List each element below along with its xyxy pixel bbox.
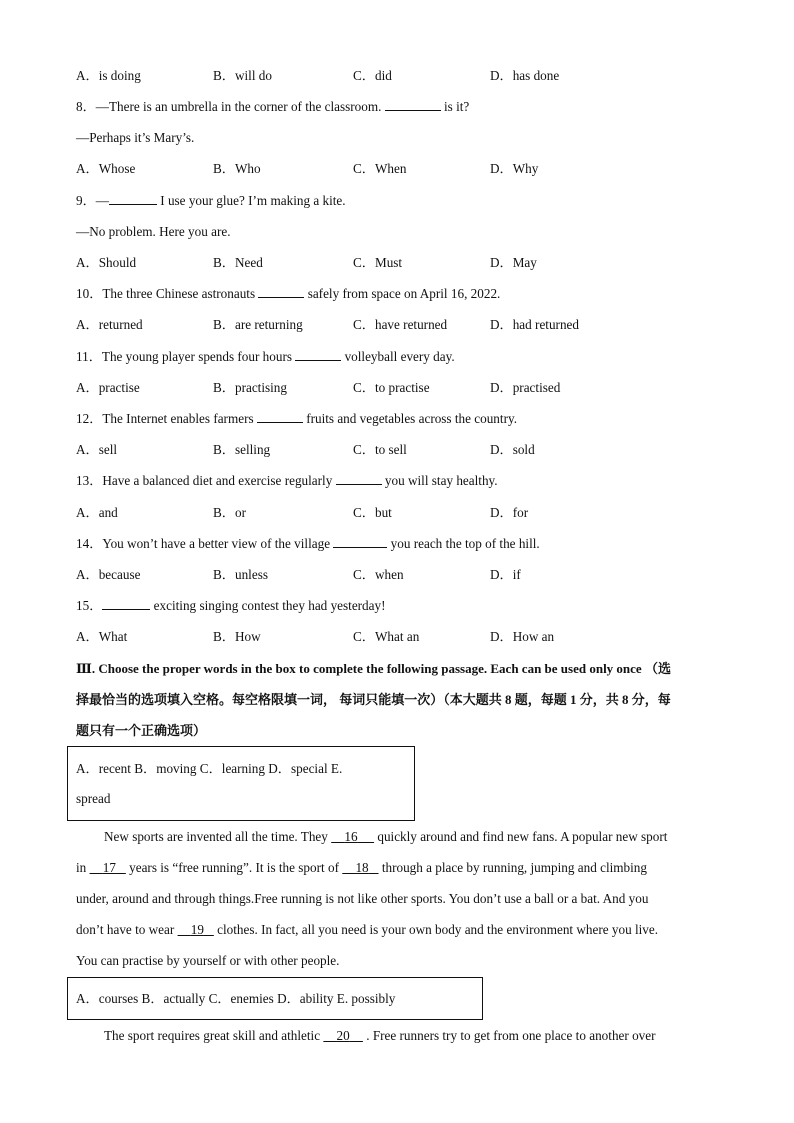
q12-prefix: 12．The Internet enables farmers (76, 411, 254, 426)
q15-option-b: B．How (213, 629, 261, 644)
q13-option-a: A．and (76, 505, 118, 520)
q14-blank (333, 535, 387, 548)
section-3-heading-line3: 题只有一个正确选项） (76, 723, 207, 738)
q12-blank (257, 410, 303, 423)
question-9 (76, 192, 346, 210)
passage-2-line1 (104, 1027, 656, 1045)
q15-suffix: exciting singing contest they had yesterday! (150, 598, 386, 613)
q12-option-b: B．selling (213, 442, 271, 457)
q9-blank (109, 192, 157, 205)
passage-1-line2 (76, 859, 647, 877)
q11-blank (295, 348, 341, 361)
q15-option-d: D．How an (490, 629, 555, 644)
q10-option-b: B．are returning (213, 317, 303, 332)
q9-suffix: I use your glue? I’m making a kite. (156, 193, 346, 208)
passage-1-text: don’t have to wear (76, 922, 178, 937)
q9-option-c: C．Must (353, 255, 403, 270)
passage-2-text: . Free runners try to get from one place to another over (362, 1028, 656, 1043)
q8-option-c: C．When (353, 161, 407, 176)
q13-option-c: C．but (353, 505, 392, 520)
q14-option-c: C．when (353, 567, 404, 582)
passage-1-text: clothes. In fact, all you need is your own body and the environment where you live. (213, 922, 659, 937)
q12-option-a: A．sell (76, 442, 118, 457)
q12-suffix: fruits and vegetables across the country. (302, 411, 517, 426)
q7-option-c: C．did (353, 68, 392, 83)
question-12 (76, 410, 517, 428)
blank-19: 19 (190, 922, 204, 937)
q12-option-c: C．to sell (353, 442, 407, 457)
question-10 (76, 285, 500, 303)
q9-option-d: D．May (490, 255, 537, 270)
q14-suffix: you reach the top of the hill. (387, 536, 540, 551)
q11-option-c: C．to practise (353, 380, 430, 395)
passage-1-line3: under, around and through things.Free running is not like other sports. You don’t use a ball or a bat. And you (76, 891, 649, 906)
q14-prefix: 14．You won’t have a better view of the village (76, 536, 331, 551)
passage-1-text: years is “free running”. It is the sport of (125, 860, 343, 875)
question-14 (76, 535, 540, 553)
q8-option-a: A．Whose (76, 161, 136, 176)
q8-option-b: B．Who (213, 161, 261, 176)
q14-option-a: A．because (76, 567, 141, 582)
word-box-1 (67, 746, 415, 821)
blank-17: 17 (102, 860, 116, 875)
word-box-1-line2: spread (76, 791, 111, 806)
q8-option-d: D．Why (490, 161, 539, 176)
q15-option-a: A．What (76, 629, 128, 644)
word-box-2-line1: A．courses B．actually C．enemies D．ability E. possibly (76, 991, 396, 1006)
question-13 (76, 472, 498, 490)
q8-reply: —Perhaps it’s Mary’s. (76, 130, 195, 145)
q12-option-d: D．sold (490, 442, 535, 457)
section-3-heading-line2: 择最恰当的选项填入空格。每空格限填一词， 每词只能填一次）（本大题共 8 题，每题 1 分，共 8 分，每 (76, 692, 671, 707)
q8-blank (385, 98, 441, 111)
q15-prefix: 15． (76, 598, 103, 613)
q11-prefix: 11．The young player spends four hours (76, 349, 292, 364)
q10-prefix: 10．The three Chinese astronauts (76, 286, 256, 301)
q10-option-a: A．returned (76, 317, 143, 332)
q15-blank (102, 597, 150, 610)
q13-blank (336, 472, 382, 485)
q11-option-b: B．practising (213, 380, 287, 395)
q14-option-d: D．if (490, 567, 521, 582)
passage-1-text: through a place by running, jumping and climbing (378, 860, 647, 875)
section-3-heading-line1: Ⅲ. Choose the proper words in the box to complete the following passage. Each can be used only once （选 (76, 661, 671, 676)
q11-suffix: volleyball every day. (341, 349, 455, 364)
q13-option-d: D．for (490, 505, 529, 520)
q10-option-c: C．have returned (353, 317, 448, 332)
q9-option-a: A．Should (76, 255, 137, 270)
passage-1-text: in (76, 860, 90, 875)
word-box-1-line1: A．recent B．moving C．learning D．special E. (76, 761, 343, 776)
blank-16: 16 (344, 829, 358, 844)
passage-1-text: quickly around and find new fans. A popular new sport (374, 829, 668, 844)
question-11 (76, 348, 455, 366)
q15-option-c: C．What an (353, 629, 420, 644)
passage-1-line1 (104, 828, 667, 846)
q10-suffix: safely from space on April 16, 2022. (304, 286, 501, 301)
q10-blank (258, 285, 304, 298)
passage-2-text: The sport requires great skill and athletic (104, 1028, 324, 1043)
q11-option-a: A．practise (76, 380, 140, 395)
q8-suffix: is it? (440, 99, 470, 114)
q13-option-b: B．or (213, 505, 246, 520)
question-8 (76, 98, 469, 116)
q11-option-d: D．practised (490, 380, 561, 395)
q8-prefix: 8．—There is an umbrella in the corner of the classroom. (76, 99, 382, 114)
q7-option-a: A．is doing (76, 68, 141, 83)
q9-prefix: 9．— (76, 193, 109, 208)
blank-20: 20 (336, 1028, 350, 1043)
passage-1-line4 (76, 921, 658, 939)
q7-option-b: B．will do (213, 68, 272, 83)
q9-option-b: B．Need (213, 255, 263, 270)
q13-suffix: you will stay healthy. (381, 473, 498, 488)
q13-prefix: 13．Have a balanced diet and exercise regularly (76, 473, 333, 488)
q14-option-b: B．unless (213, 567, 268, 582)
question-15 (76, 597, 386, 615)
blank-18: 18 (355, 860, 369, 875)
q10-option-d: D．had returned (490, 317, 579, 332)
passage-1-text: New sports are invented all the time. They (104, 829, 332, 844)
q9-reply: —No problem. Here you are. (76, 224, 231, 239)
q7-option-d: D．has done (490, 68, 560, 83)
passage-1-line5: You can practise by yourself or with other people. (76, 953, 340, 968)
